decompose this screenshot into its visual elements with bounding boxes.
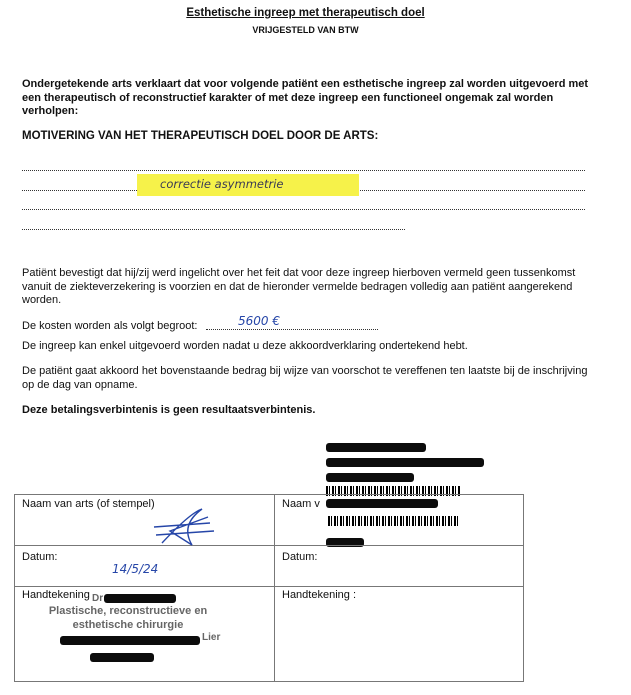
date-value-left: 14/5/24 bbox=[112, 562, 159, 576]
table-row-rule bbox=[14, 545, 524, 546]
disclaimer: Deze betalingsverbintenis is geen resultaatsverbintenis. bbox=[22, 404, 316, 416]
motivation-line-1 bbox=[22, 170, 585, 171]
stamp-line-1: Plastische, reconstructieve en bbox=[48, 605, 208, 617]
redaction-bar bbox=[104, 594, 176, 603]
intro-paragraph: Ondergetekende arts verklaart dat voor volgende patiënt een esthetische ingreep zal worden uitgevoerd met een therapeutisch of reconstructief karakter of met deze ingreep een functioneel ongemak zal worden verholpen: bbox=[22, 78, 589, 117]
page-title: Esthetische ingreep met therapeutisch doel bbox=[186, 7, 425, 19]
stamp-prefix: Dr bbox=[92, 593, 104, 604]
table-row-rule bbox=[14, 586, 524, 587]
costs-dotted-line bbox=[206, 329, 378, 330]
stamp-line-3: Lier bbox=[202, 632, 221, 643]
redaction-bar bbox=[326, 473, 414, 482]
motivation-line-3 bbox=[22, 209, 585, 210]
agreement-note: De ingreep kan enkel uitgevoerd worden nadat u deze akkoordverklaring ondertekend hebt. bbox=[22, 340, 468, 352]
patient-statement: Patiënt bevestigt dat hij/zij werd ingelicht over het feit dat voor deze ingreep hierboven vermeld geen tussenkomst vanuit de ziekteverzekering is voorzien en dat de hieronder vermelde bedragen volledig aan patiënt aangerekend worden. bbox=[22, 267, 576, 306]
doctor-name-label: Naam van arts (of stempel) bbox=[22, 498, 155, 510]
costs-label: De kosten worden als volgt begroot: bbox=[22, 320, 198, 332]
date-label-left: Datum: bbox=[22, 551, 58, 563]
motivation-heading: MOTIVERING VAN HET THERAPEUTISCH DOEL DOOR DE ARTS: bbox=[22, 130, 379, 142]
stamp-line-2: esthetische chirurgie bbox=[72, 619, 184, 631]
redaction-bar bbox=[326, 443, 426, 452]
redaction-bar bbox=[90, 653, 154, 662]
redaction-bar bbox=[60, 636, 200, 645]
signature-label-right: Handtekening : bbox=[282, 589, 356, 601]
signature-label-left: Handtekening bbox=[22, 589, 90, 601]
redaction-bar bbox=[326, 458, 484, 467]
page-subtitle: VRIJGESTELD VAN BTW bbox=[252, 25, 359, 35]
payment-note: De patiënt gaat akkoord het bovenstaande bedrag bij wijze van voorschot te vereffenen ten laatste bij de inschrijving op de dag van opname. bbox=[22, 365, 588, 391]
date-label-right: Datum: bbox=[282, 551, 318, 563]
table-divider bbox=[274, 494, 275, 681]
patient-name-label: Naam v bbox=[282, 498, 320, 510]
costs-handwritten: 5600 € bbox=[238, 314, 280, 328]
motivation-handwritten: correctie asymmetrie bbox=[160, 177, 284, 191]
motivation-line-4 bbox=[22, 229, 405, 230]
doctor-signature-scribble bbox=[150, 505, 220, 549]
